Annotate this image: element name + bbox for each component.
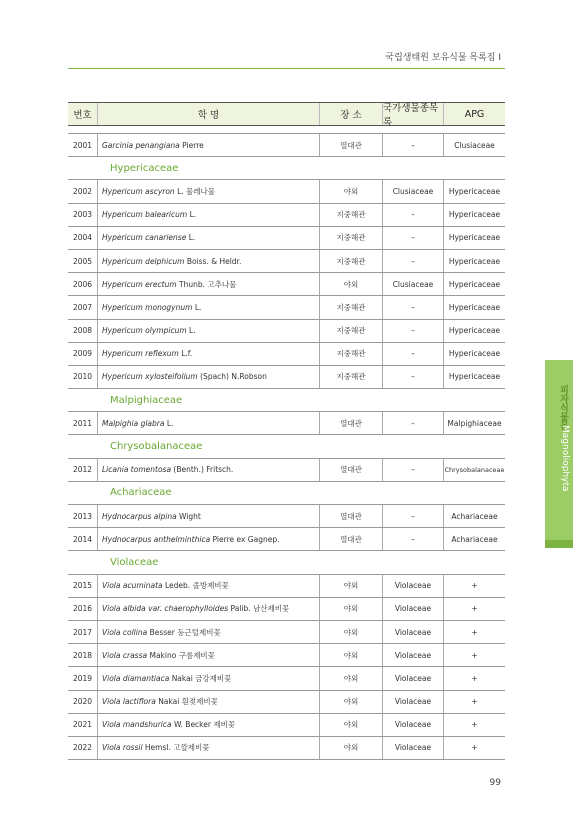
cell-number: 2008 xyxy=(68,320,98,342)
cell-apg: Hypericaceae xyxy=(448,186,501,196)
scientific-name-author: Boiss. & Heldr. xyxy=(184,256,242,266)
cell-national-list: – xyxy=(383,134,444,156)
cell-national-list: Violaceae xyxy=(383,644,444,666)
scientific-name-author: Hemsl. 고깔제비꽃 xyxy=(142,743,210,753)
column-header-scientific-name: 학 명 xyxy=(98,103,320,125)
column-header-location: 장 소 xyxy=(320,103,383,125)
cell-apg: Hypericaceae xyxy=(448,279,501,289)
table-row xyxy=(68,227,505,250)
cell-number: 2002 xyxy=(68,180,98,202)
cell-national-list: – xyxy=(383,459,444,481)
cell-national-list: Violaceae xyxy=(383,737,444,759)
family-heading: Hypericaceae xyxy=(68,157,505,180)
cell-scientific-name xyxy=(98,250,320,272)
cell-scientific-name xyxy=(98,134,320,156)
cell-national-list: Clusiaceae xyxy=(383,180,444,202)
column-header-apg: APG xyxy=(464,108,485,120)
cell-national-list: – xyxy=(383,320,444,342)
scientific-name-author: L. xyxy=(186,233,196,243)
cell-location: 야외 xyxy=(320,575,383,597)
column-header-number: 번호 xyxy=(68,103,98,125)
scientific-name-italic: Viola crassa xyxy=(102,650,148,660)
scientific-name-italic: Hydnocarpus alpina xyxy=(102,511,177,521)
scientific-name-author: Pierre ex Gagnep. xyxy=(210,534,280,544)
cell-apg: Achariaceae xyxy=(451,534,498,544)
cell-number: 2015 xyxy=(68,575,98,597)
scientific-name-italic: Viola collina xyxy=(102,627,148,637)
scientific-name-italic: Viola mandshurica xyxy=(102,720,172,730)
family-heading: Chrysobalanaceae xyxy=(68,435,505,458)
scientific-name-author: Thunb. 고추나물 xyxy=(176,279,237,289)
scientific-name-author: W. Becker 제비꽃 xyxy=(171,720,236,730)
scientific-name-italic: Garcinia penangiana xyxy=(102,140,180,150)
table-body xyxy=(68,134,505,760)
plant-list-table xyxy=(68,102,505,760)
cell-scientific-name xyxy=(98,366,320,388)
cell-location: 야외 xyxy=(320,737,383,759)
table-row xyxy=(68,459,505,482)
cell-scientific-name xyxy=(98,180,320,202)
scientific-name-italic: Viola lactiflora xyxy=(102,697,156,707)
scientific-name-author: (Benth.) Fritsch. xyxy=(171,465,234,475)
cell-location: 열대관 xyxy=(320,505,383,527)
cell-apg: + xyxy=(471,627,478,637)
cell-scientific-name xyxy=(98,667,320,689)
side-tab-korean-label: 피자식물문 xyxy=(558,385,568,430)
cell-scientific-name xyxy=(98,714,320,736)
cell-national-list: – xyxy=(383,343,444,365)
family-heading: Malpighiaceae xyxy=(68,389,505,412)
cell-location: 열대관 xyxy=(320,528,383,550)
scientific-name-author: Nakai 흰젖제비꽃 xyxy=(155,697,218,707)
cell-number: 2004 xyxy=(68,227,98,249)
cell-location: 야외 xyxy=(320,691,383,713)
cell-number: 2005 xyxy=(68,250,98,272)
cell-location: 야외 xyxy=(320,273,383,295)
cell-number: 2017 xyxy=(68,621,98,643)
scientific-name-author: L. 물레나물 xyxy=(174,186,215,196)
cell-scientific-name xyxy=(98,296,320,318)
side-tab-english-label: Magnoliophyta xyxy=(560,425,570,492)
scientific-name-italic: Licania tomentosa xyxy=(102,465,172,475)
cell-national-list: – xyxy=(383,412,444,434)
cell-number: 2021 xyxy=(68,714,98,736)
cell-apg: + xyxy=(471,581,478,591)
column-header-national-list: 국가생물종목록 xyxy=(383,103,444,125)
cell-number: 2014 xyxy=(68,528,98,550)
scientific-name-author: L. xyxy=(192,302,202,312)
table-row xyxy=(68,505,505,528)
cell-national-list: – xyxy=(383,227,444,249)
cell-location: 열대관 xyxy=(320,412,383,434)
cell-scientific-name xyxy=(98,528,320,550)
scientific-name-italic: Hypericum ascyron xyxy=(102,186,175,196)
scientific-name-italic: Hypericum canariense xyxy=(102,233,187,243)
scientific-name-italic: Hypericum balearicum xyxy=(102,210,188,220)
cell-apg: Hypericaceae xyxy=(448,326,501,336)
table-row xyxy=(68,134,505,157)
cell-national-list: Violaceae xyxy=(383,621,444,643)
table-row xyxy=(68,250,505,273)
scientific-name-author: (Spach) N.Robson xyxy=(197,372,267,382)
table-row xyxy=(68,528,505,551)
scientific-name-author: Pierre xyxy=(179,140,204,150)
cell-location: 지중해관 xyxy=(320,250,383,272)
cell-location: 지중해관 xyxy=(320,366,383,388)
cell-scientific-name xyxy=(98,227,320,249)
cell-number: 2011 xyxy=(68,412,98,434)
scientific-name-author: L. xyxy=(164,418,174,428)
cell-location: 지중해관 xyxy=(320,227,383,249)
table-row xyxy=(68,714,505,737)
scientific-name-italic: Viola diamantiaca xyxy=(102,673,170,683)
cell-number: 2020 xyxy=(68,691,98,713)
cell-apg: + xyxy=(471,697,478,707)
cell-apg: Hypericaceae xyxy=(448,233,501,243)
cell-location: 야외 xyxy=(320,714,383,736)
section-side-tab-bar xyxy=(545,540,573,548)
scientific-name-italic: Hypericum xylosteifolium xyxy=(102,372,198,382)
cell-number: 2018 xyxy=(68,644,98,666)
cell-national-list: – xyxy=(383,250,444,272)
cell-number: 2009 xyxy=(68,343,98,365)
cell-scientific-name xyxy=(98,204,320,226)
cell-number: 2006 xyxy=(68,273,98,295)
cell-apg: Hypericaceae xyxy=(448,349,501,359)
table-row xyxy=(68,273,505,296)
cell-scientific-name xyxy=(98,644,320,666)
header-divider xyxy=(68,68,505,69)
scientific-name-italic: Hypericum erectum xyxy=(102,279,177,289)
cell-apg: + xyxy=(471,650,478,660)
cell-scientific-name xyxy=(98,459,320,481)
cell-national-list: Violaceae xyxy=(383,667,444,689)
cell-number: 2003 xyxy=(68,204,98,226)
scientific-name-italic: Hypericum monogynum xyxy=(102,302,193,312)
cell-apg: + xyxy=(471,743,478,753)
cell-apg: Hypericaceae xyxy=(448,302,501,312)
table-row xyxy=(68,204,505,227)
cell-number: 2012 xyxy=(68,459,98,481)
table-row xyxy=(68,667,505,690)
table-row xyxy=(68,737,505,760)
table-row xyxy=(68,621,505,644)
cell-location: 야외 xyxy=(320,598,383,620)
cell-apg: Hypericaceae xyxy=(448,210,501,220)
cell-national-list: Violaceae xyxy=(383,691,444,713)
cell-location: 열대관 xyxy=(320,459,383,481)
scientific-name-author: Nakai 금강제비꽃 xyxy=(169,673,232,683)
scientific-name-italic: Viola rossii xyxy=(102,743,143,753)
table-row xyxy=(68,575,505,598)
cell-number: 2010 xyxy=(68,366,98,388)
cell-location: 야외 xyxy=(320,180,383,202)
table-row xyxy=(68,320,505,343)
cell-number: 2016 xyxy=(68,598,98,620)
scientific-name-author: L.f. xyxy=(178,349,193,359)
cell-national-list: Violaceae xyxy=(383,575,444,597)
scientific-name-italic: Viola acuminata xyxy=(102,581,163,591)
cell-scientific-name xyxy=(98,737,320,759)
cell-location: 지중해관 xyxy=(320,320,383,342)
cell-national-list: – xyxy=(383,528,444,550)
scientific-name-italic: Viola albida var. chaerophylloides xyxy=(102,604,229,614)
cell-number: 2022 xyxy=(68,737,98,759)
cell-apg: Hypericaceae xyxy=(448,256,501,266)
cell-national-list: Violaceae xyxy=(383,714,444,736)
document-header-title: 국립생태원 보유식물 목록집 I xyxy=(385,53,501,63)
table-row xyxy=(68,296,505,319)
cell-scientific-name xyxy=(98,343,320,365)
cell-scientific-name xyxy=(98,575,320,597)
cell-scientific-name xyxy=(98,691,320,713)
cell-scientific-name xyxy=(98,320,320,342)
cell-national-list: Violaceae xyxy=(383,598,444,620)
cell-apg: Malpighiaceae xyxy=(447,418,502,428)
scientific-name-author: Besser 둥근털제비꽃 xyxy=(147,627,221,637)
scientific-name-author: Wight xyxy=(176,511,201,521)
cell-number: 2013 xyxy=(68,505,98,527)
cell-apg: + xyxy=(471,720,478,730)
scientific-name-italic: Hypericum delphicum xyxy=(102,256,185,266)
table-row xyxy=(68,691,505,714)
cell-scientific-name xyxy=(98,505,320,527)
table-row xyxy=(68,598,505,621)
cell-national-list: – xyxy=(383,204,444,226)
cell-number: 2001 xyxy=(68,134,98,156)
scientific-name-author: Makino 구름제비꽃 xyxy=(147,650,215,660)
scientific-name-author: Ledeb. 졸방제비꽃 xyxy=(162,581,229,591)
family-heading: Violaceae xyxy=(68,551,505,574)
cell-apg: Chrysobalanaceae xyxy=(444,465,505,474)
cell-national-list: – xyxy=(383,366,444,388)
cell-number: 2007 xyxy=(68,296,98,318)
cell-location: 지중해관 xyxy=(320,296,383,318)
scientific-name-italic: Hypericum reflexum xyxy=(102,349,179,359)
cell-scientific-name xyxy=(98,598,320,620)
cell-apg: Achariaceae xyxy=(451,511,498,521)
cell-scientific-name xyxy=(98,273,320,295)
scientific-name-author: L. xyxy=(187,210,197,220)
table-header-row xyxy=(68,102,505,126)
cell-national-list: – xyxy=(383,505,444,527)
cell-location: 지중해관 xyxy=(320,343,383,365)
cell-apg: Hypericaceae xyxy=(448,372,501,382)
cell-scientific-name xyxy=(98,412,320,434)
cell-apg: Clusiaceae xyxy=(454,140,495,150)
cell-scientific-name xyxy=(98,621,320,643)
cell-apg: + xyxy=(471,673,478,683)
cell-location: 야외 xyxy=(320,667,383,689)
page-number: 99 xyxy=(489,778,501,788)
family-heading: Achariaceae xyxy=(68,482,505,505)
scientific-name-italic: Hypericum olympicum xyxy=(102,326,187,336)
cell-location: 야외 xyxy=(320,621,383,643)
cell-location: 야외 xyxy=(320,644,383,666)
table-row xyxy=(68,412,505,435)
cell-number: 2019 xyxy=(68,667,98,689)
table-row xyxy=(68,343,505,366)
cell-apg: + xyxy=(471,604,478,614)
cell-location: 열대관 xyxy=(320,134,383,156)
scientific-name-author: L. xyxy=(186,326,196,336)
table-row xyxy=(68,644,505,667)
table-row xyxy=(68,366,505,389)
cell-location: 지중해관 xyxy=(320,204,383,226)
cell-national-list: – xyxy=(383,296,444,318)
scientific-name-italic: Hydnocarpus anthelminthica xyxy=(102,534,211,544)
scientific-name-italic: Malpighia glabra xyxy=(102,418,165,428)
scientific-name-author: Palib. 남산제비꽃 xyxy=(228,604,290,614)
cell-national-list: Clusiaceae xyxy=(383,273,444,295)
table-row xyxy=(68,180,505,203)
